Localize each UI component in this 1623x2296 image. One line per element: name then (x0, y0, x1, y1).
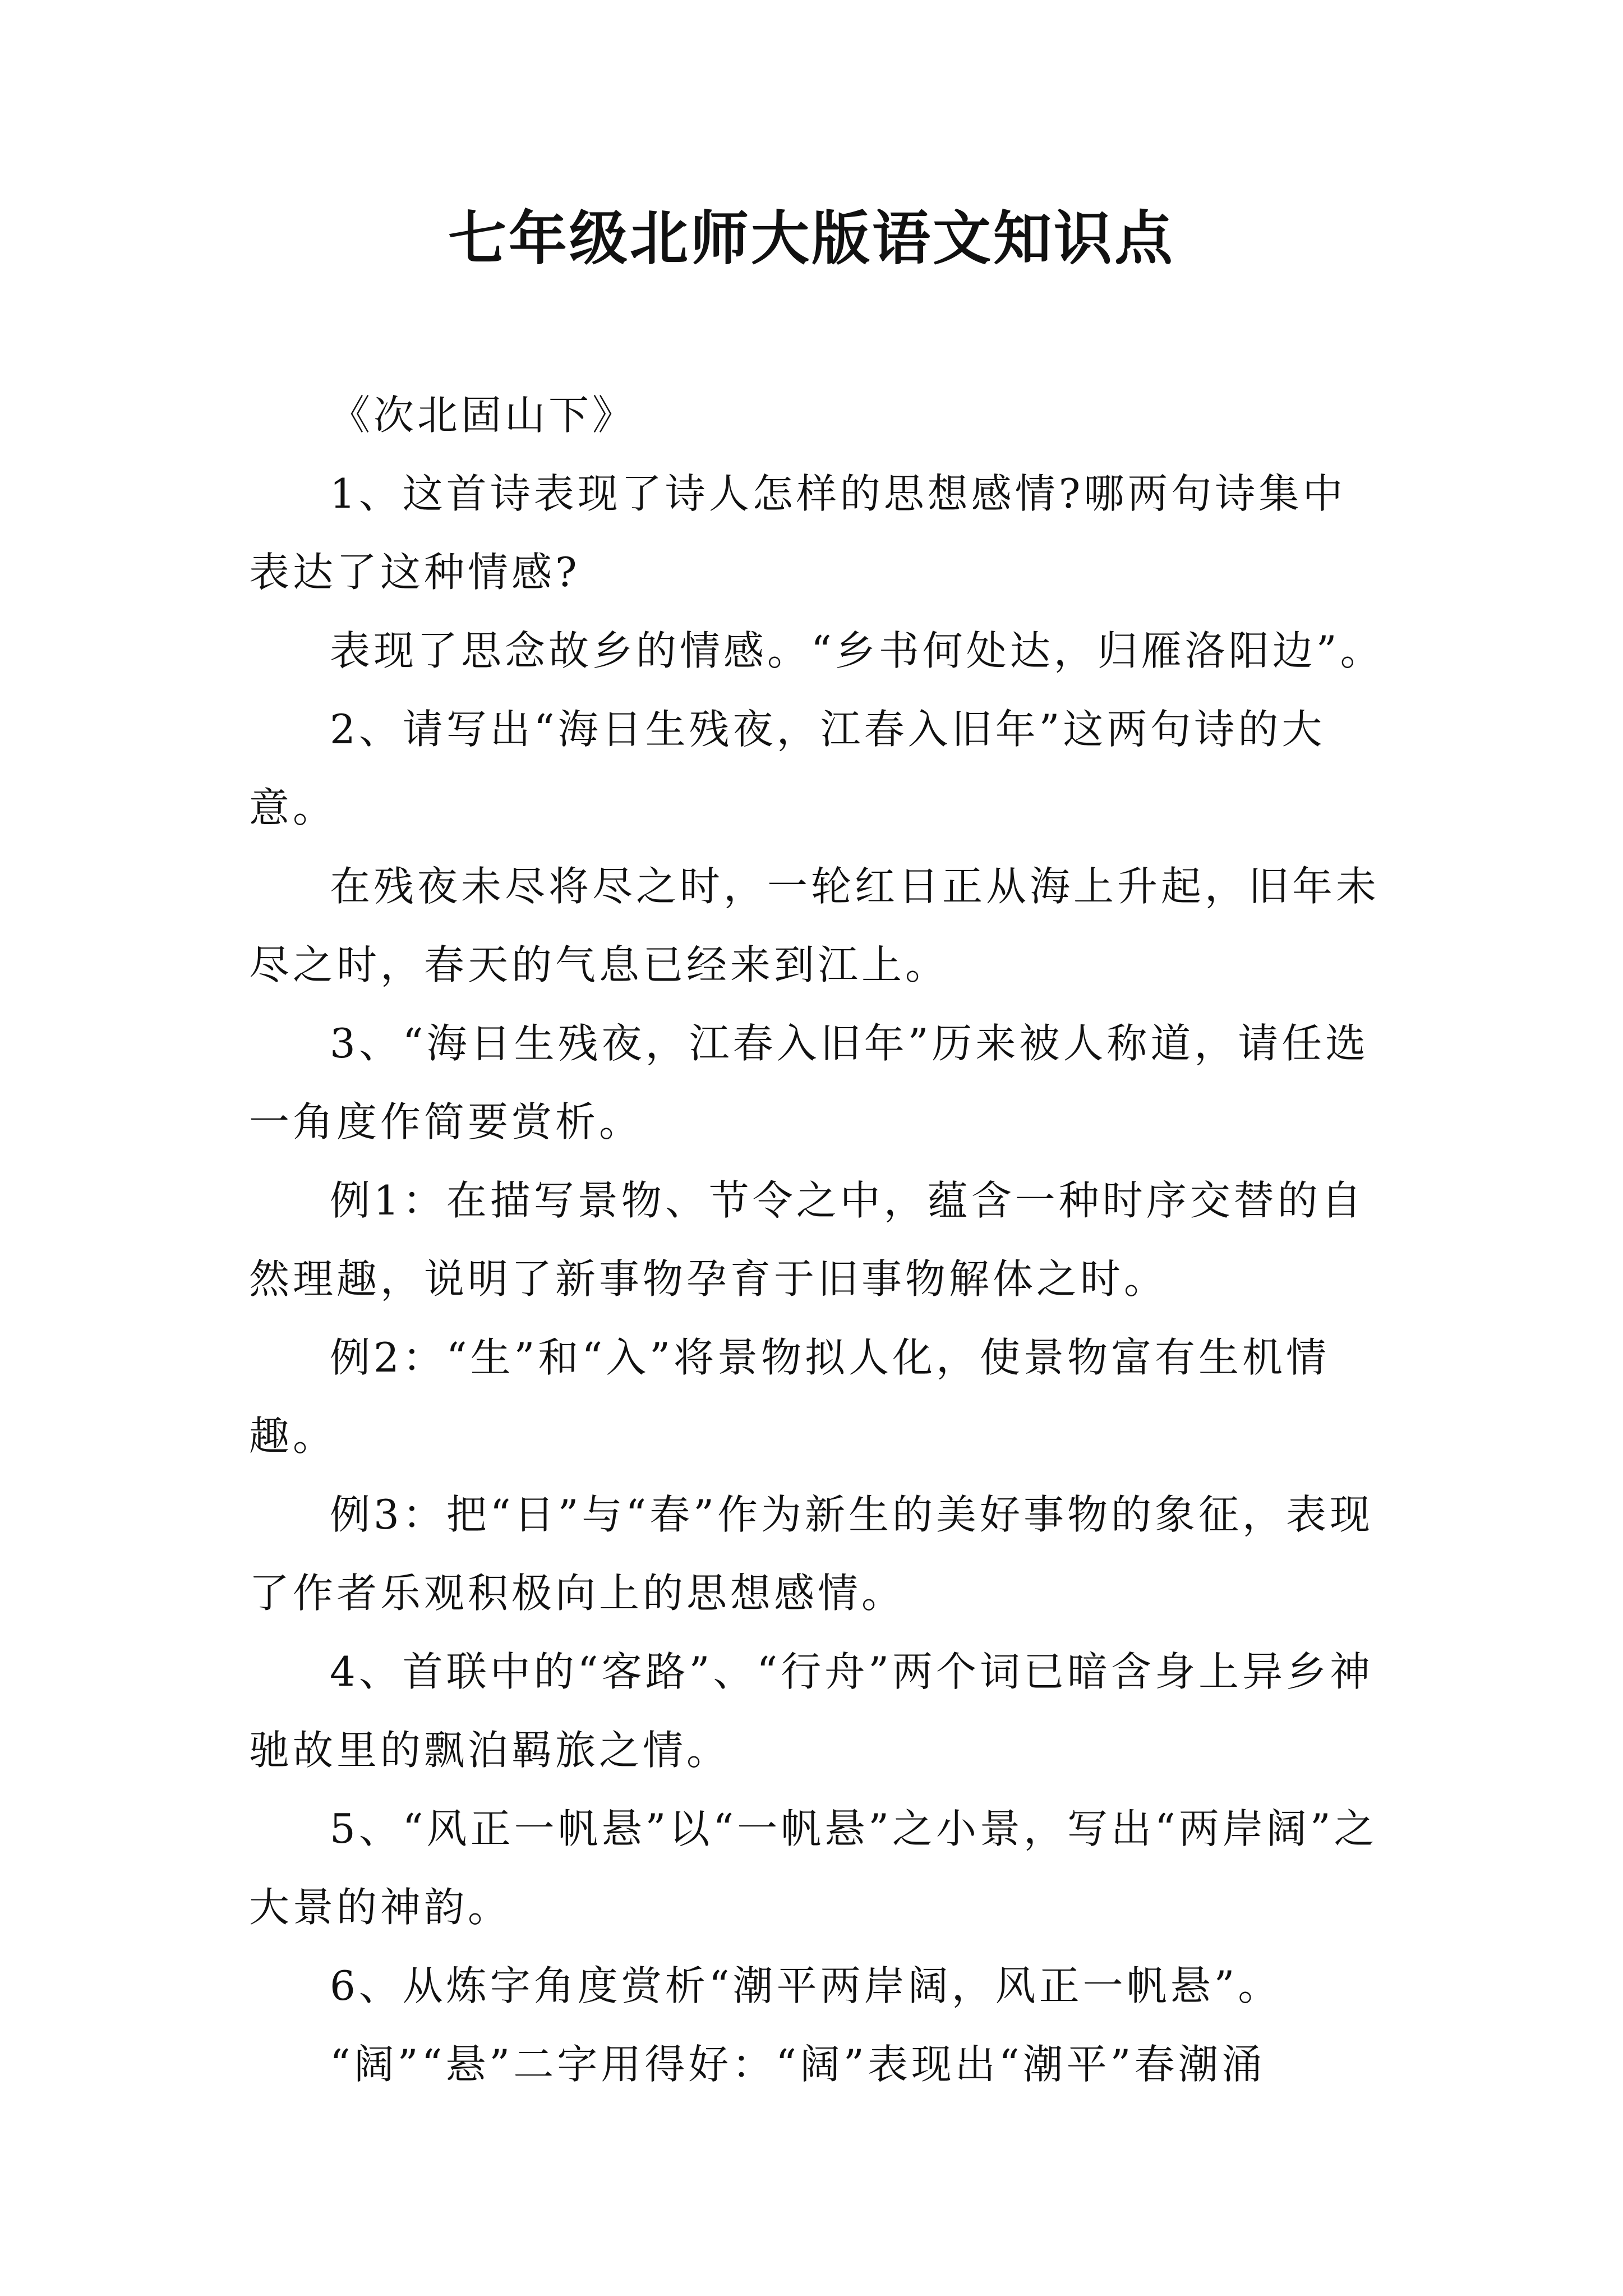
paragraph: 例2：“生”和“入”将景物拟人化，使景物富有生机情趣。 (249, 1334, 1330, 1460)
paragraph: 1、这首诗表现了诗人怎样的思想感情?哪两句诗集中表达了这种情感? (249, 470, 1347, 596)
paragraph: 4、首联中的“客路”、“行舟”两个词已暗含身上异乡神驰故里的飘泊羁旅之情。 (249, 1648, 1374, 1774)
paragraph: 表现了思念故乡的情感。“乡书何处达，归雁洛阳边”。 (330, 627, 1384, 674)
paragraph: 5、“风正一帆悬”以“一帆悬”之小景，写出“两岸阔”之大景的神韵。 (249, 1805, 1378, 1931)
paragraph: 在残夜未尽将尽之时，一轮红日正从海上升起，旧年未尽之时，春天的气息已经来到江上。 (249, 863, 1380, 988)
paragraph: “阔”“悬”二字用得好：“阔”表现出“潮平”春潮涌 (330, 2041, 1266, 2088)
poem-heading: 《次北固山下》 (330, 392, 637, 439)
document-title: 七年级北师大版语文知识点 (448, 204, 1175, 273)
document-body (249, 376, 1387, 2104)
paragraph: 6、从炼字角度赏析“潮平两岸阔，风正一帆悬”。 (330, 1962, 1282, 2009)
paragraph: 3、“海日生残夜，江春入旧年”历来被人称道，请任选一角度作简要赏析。 (249, 1020, 1370, 1145)
paragraph: 2、请写出“海日生残夜，江春入旧年”这两句诗的大意。 (249, 706, 1326, 831)
paragraph: 例3：把“日”与“春”作为新生的美好事物的象征，表现了作者乐观积极向上的思想感情。 (249, 1491, 1374, 1617)
paragraph: 例1：在描写景物、节令之中，蕴含一种时序交替的自然理趣，说明了新事物孕育于旧事物解体之时。 (249, 1177, 1365, 1303)
